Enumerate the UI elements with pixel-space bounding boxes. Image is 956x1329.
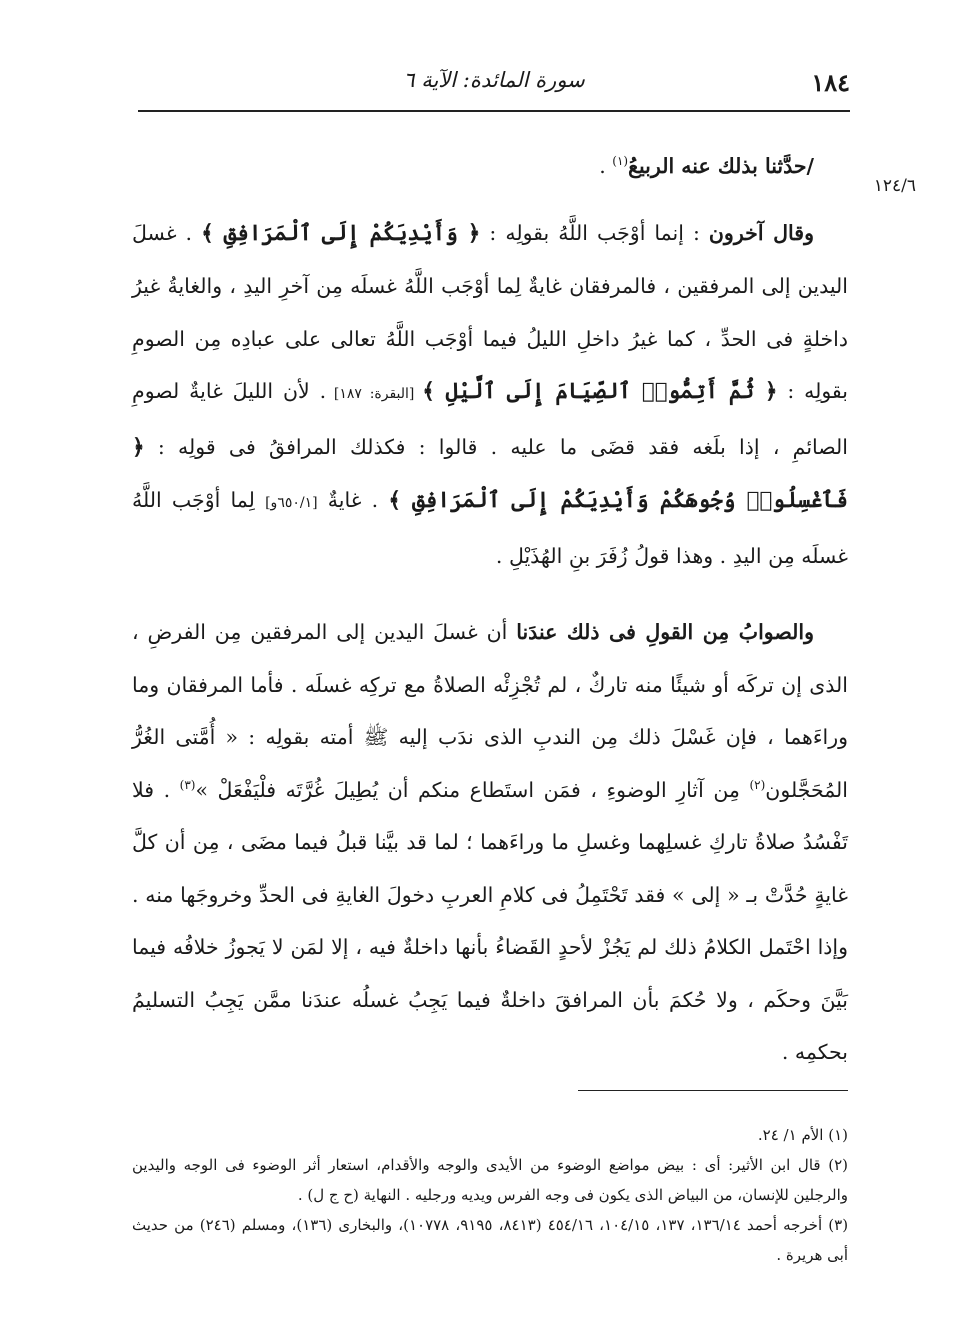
header-rule	[138, 110, 850, 112]
footnote-ref-3[interactable]: (٣)	[179, 777, 196, 792]
footnote-rule	[578, 1090, 848, 1091]
p2-t2: . غسلَ اليدين إلى المرفقين ، فالمرفقان غايةٌ لِما أوْجَب اللَّهُ غسلَه مِن آخرِ اليدِ ، والغايةُ غيرُ داخلةٍ فى الحدِّ ، كما غيرُ داخلِ الليلُ فيما أوْجَب اللَّهُ تعالى على عبادِه مِن الصومِ بقولِه :	[132, 220, 848, 403]
p3-lead: والصوابُ مِن القولِ فى ذلك عندَنا	[516, 620, 814, 644]
p2-t3: . لأن الليلَ غايةٌ لصومِ الصائمِ ، إذا بلَغه فقد قضَى ما عليه . قالوا : فكذلك المرافقُ فى قولِه :	[132, 379, 848, 459]
p3-t2: مِن آثارِ الوضوءِ ، فمَن استَطاع منكم أن يُطِيلَ غُرَّتَه فلْيَفْعَلْ »	[195, 777, 750, 802]
p1-tail: .	[599, 154, 613, 178]
margin-reference: ١٢٤/٦	[873, 176, 916, 196]
paragraph-2	[132, 207, 848, 583]
p1-text: /حدَّثنا بذلك عنه الربيعُ	[628, 154, 814, 178]
page-header	[138, 62, 850, 102]
footnote-1: (١) الأم ١/ ٢٤.	[757, 1126, 848, 1144]
quran-quote-3: ﴿ فَٱغْسِلُوا۟ وُجُوهَكُمْ وَأَيْدِيَكُمْ إِلَى ٱلْمَرَافِقِ ﴾	[132, 434, 848, 513]
p2-lead: وقال آخرون	[708, 220, 814, 245]
p2-t4: . غايةٌ	[317, 488, 389, 512]
main-text	[132, 140, 848, 1079]
footnote-ref-1[interactable]: (١)	[612, 154, 629, 169]
p3-t1: أن غسلَ اليدين إلى المرفقين مِن الفرضِ ، الذى إن تركَه أو شيئًا منه تاركٌ ، لم تُجْزِئْه الصلاةُ مع تركِه غسلَه . فأما المرفقان وما وراءَهما ، فإن غَسْلَ ذلك مِن الندبِ الذى ندَب إليه ﷺ أمته بقولِه : « أُمَّتى الغُرُّ المُحَجَّلون	[132, 620, 848, 802]
surah-reference: [البقرة: ١٨٧]	[326, 386, 423, 402]
running-title: سورة المائدة: الآية ٦	[403, 68, 585, 92]
quran-quote-1: ﴿ وَأَيْدِيَكُمْ إِلَى ٱلْمَرَافِقِ ﴾	[201, 220, 481, 246]
manuscript-reference: [٦٥٠/١و]	[265, 495, 318, 511]
p2-t1: : إنما أوْجَب اللَّهُ بقولِه :	[480, 220, 709, 245]
footnote-2: (٢) قال ابن الأثير: أى : بيض مواضع الوضوء من الأيدى والوجه والأقدام، استعار أثر الوضوء فى الوجه واليدين والرجلين للإنسان، من البياض الذى يكون فى وجه الفرس ويديه ورجليه . النهاية (ح ج ل) .	[132, 1156, 848, 1204]
paragraph-1	[132, 140, 848, 193]
quran-quote-2: ﴿ ثُمَّ أَتِمُّوا۟ ٱلصِّيَامَ إِلَى ٱلَّيْلِ ﴾	[422, 379, 778, 404]
footnotes	[132, 1120, 848, 1270]
p2-t5: لِما أوْجَب اللَّهُ غسلَه مِن اليدِ . وهذا قولُ زُفَرَ بنِ الهُذَيْلِ .	[132, 488, 848, 568]
page-number: ١٨٤	[811, 68, 850, 97]
paragraph-3	[132, 606, 848, 1079]
footnote-ref-2[interactable]: (٢)	[749, 777, 766, 792]
footnote-3: (٣) أخرجه أحمد ١٣٦/١٤، ١٣٧، ١٠٤/١٥، ٤٥٤/١٦ (٨٤١٣، ٩١٩٥، ١٠٧٧٨)، والبخارى (١٣٦)، ومسلم (٢٤٦) من حديث أبى هريرة .	[132, 1216, 849, 1264]
p3-t3: . فلا تَفْسُدُ صلاةُ تاركِ غسلِهما وغسلِ ما وراءَهما ؛ لما قد بيَّنا قبلُ فيما مضَى ، مِن أن كلَّ غايةٍ حُدَّتْ بـ « إلى » فقد تَحْتَمِلُ فى كلامِ العربِ دخولَ الغايةِ فى الحدِّ وخروجَها منه . وإذا احْتَمل الكلامُ ذلك لم يَجُزْ لأحدٍ القَضاءُ بأنها داخلةٌ فيه ، إلا لمَن لا يَجوزُ خلافُه فيما بَيَّنَ وحكَم ، ولا حُكمَ بأن المرافقَ داخلةٌ فيما يَجِبُ غسلُه عندَنا ممَّن يَجِبُ التسليمُ بحكمِه .	[132, 777, 848, 1064]
